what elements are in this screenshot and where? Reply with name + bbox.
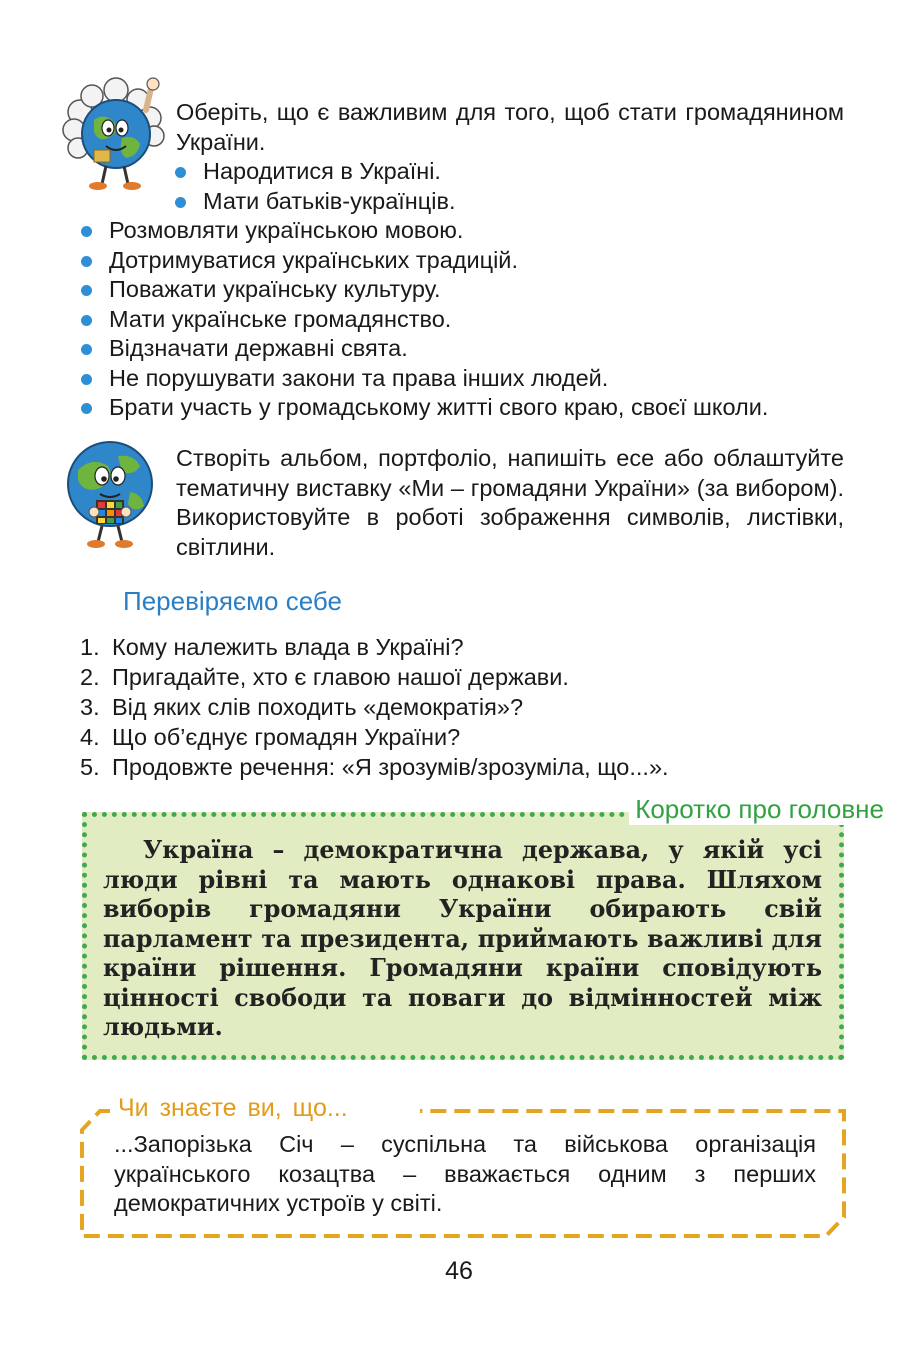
list-item: Народитися в Україні. — [173, 157, 455, 187]
list-item: Відзначати державні свята. — [79, 334, 768, 364]
list-item: 3. Від яких слів походить «демократія»? — [80, 694, 524, 720]
list-item: Мати батьків-українців. — [173, 187, 455, 217]
list-item: 4. Що об’єднує громадян України? — [80, 724, 461, 750]
did-you-know-title: Чи знаєте ви, що... — [112, 1092, 356, 1124]
summary-title: Коротко про головне — [629, 793, 890, 825]
list-item: 5. Продовжте речення: «Я зрозумів/зрозуміла, що...». — [80, 754, 669, 780]
list-item: Розмовляти українською мовою. — [79, 216, 768, 246]
page-number: 46 — [445, 1257, 473, 1285]
list-item: 1. Кому належить влада в Україні? — [80, 634, 464, 660]
section-heading-check: Перевіряємо себе — [123, 586, 342, 616]
summary-text: Україна – демократична держава, у якій усі люди рівні та мають однакові права. Шляхом виборів громадяни України обирають свій парламент та президента, приймають важливі для країни рішення. Громадяни країни сповідують цінності свободи та поваги до відмінностей між людьми. — [103, 836, 822, 1041]
did-you-know-text: ...Запорізька Січ – суспільна та військова організація українського козацтва – вважається одним з перших демократичних устроїв у світі. — [114, 1131, 816, 1216]
list-item: Дотримуватися українських традицій. — [79, 246, 768, 276]
list-item: Поважати українську культуру. — [79, 275, 768, 305]
task-album-text: Створіть альбом, портфоліо, напишіть есе або облаштуйте тематичну виставку «Ми – громадяни України» (за вибором). Використовуйте в роботі зображення символів, листівки, світлини. — [176, 445, 844, 560]
list-item: Мати українське громадянство. — [79, 305, 768, 335]
list-item: 2. Пригадайте, хто є главою нашої держави. — [80, 664, 569, 690]
task-intro-text: Оберіть, що є важливим для того, щоб стати громадянином України. — [176, 99, 844, 155]
list-item: Брати участь у громадському житті свого краю, своєї школи. — [79, 393, 768, 423]
list-item: Не порушувати закони та права інших людей. — [79, 364, 768, 394]
